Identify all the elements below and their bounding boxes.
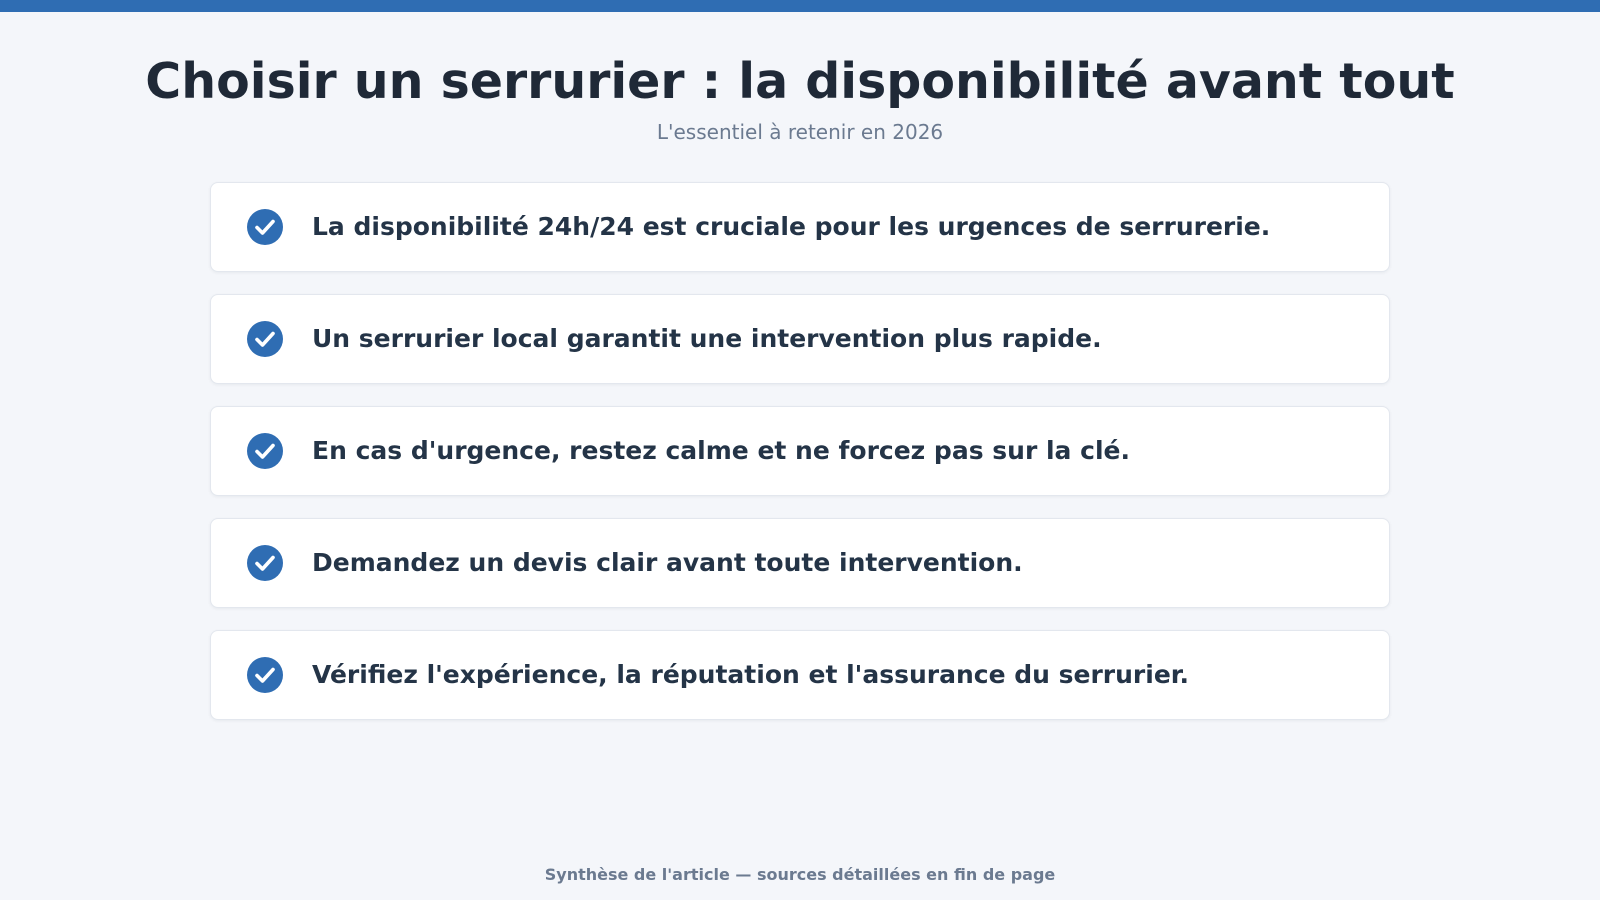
top-accent-bar <box>0 0 1600 12</box>
check-circle-icon <box>247 433 283 469</box>
key-point-text: Vérifiez l'expérience, la réputation et l'assurance du serrurier. <box>312 660 1190 689</box>
key-point-card <box>210 294 1390 384</box>
footer-note: Synthèse de l'article — sources détaillées en fin de page <box>544 865 1056 884</box>
key-points-list <box>210 182 1390 742</box>
check-circle-icon <box>247 657 283 693</box>
check-circle-icon <box>247 321 283 357</box>
page-title: Choisir un serrurier : la disponibilité avant tout <box>145 53 1455 110</box>
key-point-card <box>210 630 1390 720</box>
key-point-text: Un serrurier local garantit une intervention plus rapide. <box>312 324 1102 353</box>
key-point-card <box>210 518 1390 608</box>
key-point-text: La disponibilité 24h/24 est cruciale pour les urgences de serrurerie. <box>312 212 1271 241</box>
page-subtitle: L'essentiel à retenir en 2026 <box>656 120 944 144</box>
key-point-card <box>210 182 1390 272</box>
check-circle-icon <box>247 545 283 581</box>
key-point-text: En cas d'urgence, restez calme et ne forcez pas sur la clé. <box>312 436 1130 465</box>
key-point-card <box>210 406 1390 496</box>
check-circle-icon <box>247 209 283 245</box>
key-point-text: Demandez un devis clair avant toute intervention. <box>312 548 1023 577</box>
